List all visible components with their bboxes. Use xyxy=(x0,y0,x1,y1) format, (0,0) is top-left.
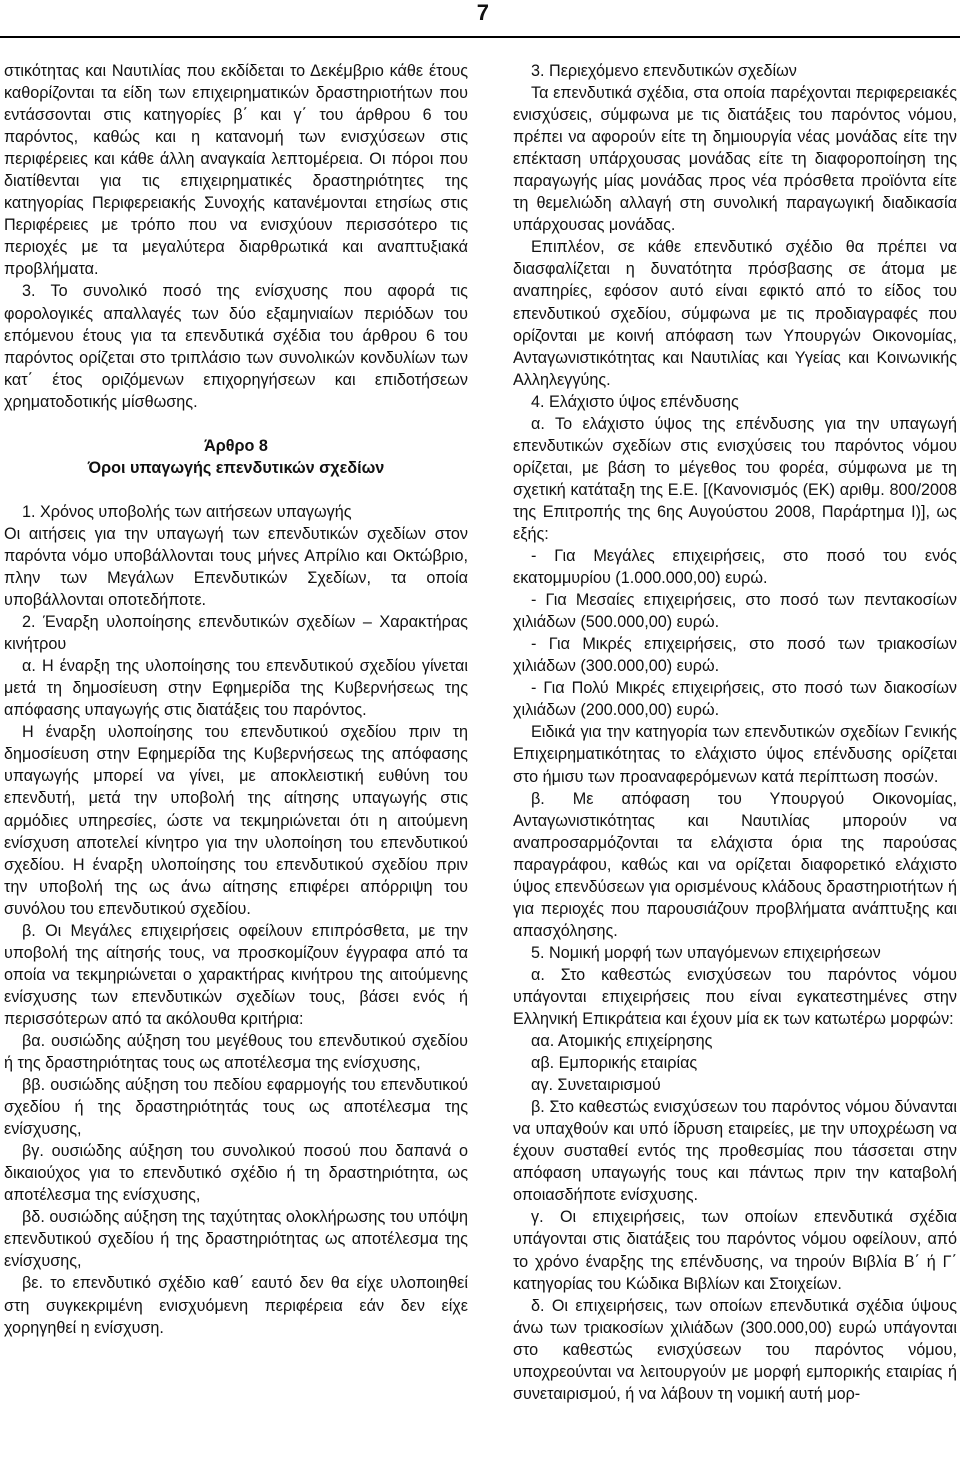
left-column xyxy=(4,60,468,1339)
paragraph: 5. Νομική μορφή των υπαγόμενων επιχειρήσεων xyxy=(531,943,881,962)
paragraph: Τα επενδυτικά σχέδια, στα οποία παρέχονται περιφερειακές ενισχύσεις, σύμφωνα με τις διατάξεις του παρόντος νόμου, πρέπει να αφορούν είτε τη δημιουργία νέας μονάδας είτε την επέκταση υπάρχουσας μονάδας είτε τη διαφοροποίηση της παραγωγής μίας μονάδας προς νέα πρόσθετα προϊόντα είτε τη θεμελιώδη αλλαγή στη συνολική παραγωγική διαδικασία υπάρχουσας μονάδας. xyxy=(513,84,957,235)
paragraph: - Για Μεγάλες επιχειρήσεις, στο ποσό του ενός εκατομμυρίου (1.000.000,00) ευρώ. xyxy=(513,547,957,588)
paragraph: α. Στο καθεστώς ενισχύσεων του παρόντος νόμου υπάγονται επιχειρήσεις που είναι εγκατεστημένες στην Ελληνική Επικράτεια και έχουν μία εκ των κατωτέρω μορφών: xyxy=(513,965,957,1029)
article-number: Άρθρο 8 xyxy=(204,436,268,455)
paragraph: βγ. ουσιώδης αύξηση του συνολικού ποσού που δαπανά ο δικαιούχος για το επενδυτικό σχέδιο ή τη δραστηριότητα, ως αποτέλεσμα της ενίσχυσης, xyxy=(4,1142,468,1205)
paragraph: 1. Χρόνος υποβολής των αιτήσεων υπαγωγής xyxy=(22,502,352,521)
paragraph: 4. Ελάχιστο ύψος επένδυσης xyxy=(531,392,739,411)
paragraph: - Για Μικρές επιχειρήσεις, στο ποσό των τριακοσίων χιλιάδων (300.000,00) ευρώ. xyxy=(513,635,957,676)
paragraph: αα. Ατομικής επιχείρησης xyxy=(531,1032,713,1051)
header-rule xyxy=(0,36,960,38)
paragraph: Επιπλέον, σε κάθε επενδυτικό σχέδιο θα πρέπει να διασφαλίζεται η δυνατότητα πρόσβασης σε άτομα με αναπηρίες, εφόσον αυτό είναι εφικτό από το είδος του επενδυτικού σχεδίου, σύμφωνα με τις προδιαγραφές που ορίζονται με κοινή απόφαση των Υπουργών Οικονομίας, Ανταγωνιστικότητας και Ναυτιλίας και Υγείας και Κοινωνικής Αλληλεγγύης. xyxy=(513,238,957,389)
paragraph: 3. Περιεχόμενο επενδυτικών σχεδίων xyxy=(531,62,797,80)
paragraph: β. Με απόφαση του Υπουργού Οικονομίας, Ανταγωνιστικότητας και Ναυτιλίας μπορούν να αναπροσαρμόζονται τα ελάχιστα όρια της παρούσας παραγράφου, καθώς και να ορίζεται διαφορετικό ελάχιστο ύψος επενδύσεων για ορισμένους κλάδους δραστηριοτήτων ή για περιοχές που παρουσιάζουν προβλήματα ανάπτυξης και απασχόλησης. xyxy=(513,789,957,940)
paragraph: Η έναρξη υλοποίησης του επενδυτικού σχεδίου πριν τη δημοσίευση στην Εφημερίδα της Κυβερνήσεως της απόφασης υπαγωγής μπορεί να γίνει, με αποκλειστική ευθύνη του επενδυτή, μετά την υποβολή της αίτησης υπαγωγής στις αρμόδιες υπηρεσίες, ώστε να τεκμηριώνεται ότι η αιτούμενη ενίσχυση αποτελεί κίνητρο για την υλοποίηση του επενδυτικού σχεδίου. Η έναρξη υλοποίησης του επενδυτικού σχεδίου πριν την υποβολή της ως άνω αίτησης επιφέρει απόρριψη του συνόλου του επενδυτικού σχεδίου. xyxy=(4,723,468,918)
right-column xyxy=(513,60,957,1405)
paragraph: βα. ουσιώδης αύξηση του μεγέθους του επενδυτικού σχεδίου ή της δραστηριότητας τους ως αποτέλεσμα της ενίσχυσης, xyxy=(4,1031,468,1073)
paragraph: στικότητας και Ναυτιλίας που εκδίδεται το Δεκέμβριο κάθε έτους καθορίζονται τα είδη των επιχειρηματικών δραστηριοτήτων που εντάσσονται στις κατηγορίες β΄ και γ΄ του άρθρου 6 του παρόντος, καθώς και η κατανομή των ενισχύσεων στις περιφέρειες και κάθε άλλη αναγκαία λεπτομέρεια. Οι πόροι που διατίθενται για τις επιχειρηματικές δραστηριότητες της κατηγορίας Περιφερειακής Συνοχής κατανέμονται ετησίως στις Περιφέρειες με τρόπο που να ενισχύουν περισσότερο τις περιοχές με τα μεγαλύτερα διαρθρωτικά και αναπτυξιακά προβλήματα. xyxy=(4,62,468,279)
paragraph: Ειδικά για την κατηγορία των επενδυτικών σχεδίων Γενικής Επιχειρηματικότητας το ελάχιστο ύψος επένδυσης ορίζεται στο ήμισυ των προαναφερόμενων κατά περίπτωση ποσών. xyxy=(513,723,957,786)
paragraph: 2. Έναρξη υλοποίησης επενδυτικών σχεδίων – Χαρακτήρας κινήτρου xyxy=(4,613,468,654)
article-title: Όροι υπαγωγής επενδυτικών σχεδίων xyxy=(87,458,385,477)
paragraph: - Για Πολύ Μικρές επιχειρήσεις, στο ποσό των διακοσίων χιλιάδων (200.000,00) ευρώ. xyxy=(513,679,957,720)
spacer xyxy=(4,479,468,501)
spacer xyxy=(4,413,468,435)
paragraph: ββ. ουσιώδης αύξηση του πεδίου εφαρμογής του επενδυτικού σχεδίου ή της δραστηριότητάς τους ως αποτέλεσμα της ενίσχυσης, xyxy=(4,1076,468,1139)
paragraph: - Για Μεσαίες επιχειρήσεις, στο ποσό των πεντακοσίων χιλιάδων (500.000,00) ευρώ. xyxy=(513,591,957,632)
page-number: 7 xyxy=(476,0,489,25)
paragraph: βε. το επενδυτικό σχέδιο καθ΄ εαυτό δεν θα είχε υλοποιηθεί στη συγκεκριμένη ενισχυόμενη περιφέρεια εάν δεν είχε χορηγηθεί η ενίσχυση. xyxy=(4,1274,468,1337)
paragraph: γ. Οι επιχειρήσεις, των οποίων επενδυτικά σχέδια υπάγονται στις διατάξεις του παρόντος νόμου οφείλουν, από το χρόνο έναρξης της επένδυσης, να τηρούν Βιβλία Β΄ ή Γ΄ κατηγορίας του Κώδικα Βιβλίων και Στοιχείων. xyxy=(513,1208,957,1293)
paragraph: δ. Οι επιχειρήσεις, των οποίων επενδυτικά σχέδια ύψους άνω των τριακοσίων χιλιάδων (300.000,00) ευρώ υπάγονται στο καθεστώς ενισχύσεων του παρόντος νόμου, υποχρεούνται να λειτουργούν με μορφή εμπορικής εταιρίας ή συνεταιρισμού, ή να λάβουν τη νομική αυτή μορ- xyxy=(513,1296,957,1403)
paragraph: α. Το ελάχιστο ύψος της επένδυσης για την υπαγωγή επενδυτικών σχεδίων στις ενισχύσεις του παρόντος νόμου ορίζεται, με βάση το μέγεθος του φορέα, σύμφωνα με τη σχετική κατάταξη της Ε.Ε. [(Κανονισμός (ΕΚ) αριθμ. 800/2008 της Επιτροπής της 6ης Αυγούστου 2008, Παράρτημα Ι)], ως εξής: xyxy=(513,414,957,543)
paragraph: β. Στο καθεστώς ενισχύσεων του παρόντος νόμου δύνανται να υπαχθούν και υπό ίδρυση εταιρείες, με την υποχρέωση να έχουν συσταθεί εντός της προθεσμίας που τάσσεται στην απόφαση υπαγωγής τους και πάντως πριν την καταβολή οποιασδήποτε ενίσχυσης. xyxy=(513,1098,957,1205)
paragraph: αγ. Συνεταιρισμού xyxy=(531,1076,661,1095)
paragraph: β. Οι Μεγάλες επιχειρήσεις οφείλουν επιπρόσθετα, με την υποβολή της αίτησής τους, να προσκομίζουν έγγραφα από τα οποία να τεκμηριώνεται ο χαρακτήρας κινήτρου της αιτούμενης ενίσχυσης των επενδυτικών σχεδίων τους, βάσει ενός ή περισσότερων από τα ακόλουθα κριτήρια: xyxy=(4,921,468,1028)
paragraph: αβ. Εμπορικής εταιρίας xyxy=(531,1054,698,1073)
paragraph: Οι αιτήσεις για την υπαγωγή των επενδυτικών σχεδίων στον παρόντα νόμο υποβάλλονται τους μήνες Απρίλιο και Οκτώβριο, πλην των Μεγάλων Επενδυτικών Σχεδίων, τα οποία υποβάλλονται οποτεδήποτε. xyxy=(4,524,468,610)
paragraph: α. Η έναρξη της υλοποίησης του επενδυτικού σχεδίου γίνεται μετά τη δημοσίευση στην Εφημερίδα της Κυβερνήσεως της απόφασης υπαγωγής στις διατάξεις του παρόντος. xyxy=(4,657,468,720)
paragraph: βδ. ουσιώδης αύξηση της ταχύτητας ολοκλήρωσης του υπόψη επενδυτικού σχεδίου ή της δραστηριότητας ως αποτέλεσμα της ενίσχυσης, xyxy=(4,1208,468,1271)
paragraph: 3. Το συνολικό ποσό της ενίσχυσης που αφορά τις φορολογικές απαλλαγές των δύο εξαμηνιαίων περιόδων του επόμενου έτους για τα επενδυτικά σχέδια του άρθρου 6 του παρόντος ορίζεται στο τριπλάσιο των συνολικών κονδυλίων των κατ΄ έτος οριζόμενων επιχορηγήσεων και επιδοτήσεων χρηματοδοτικής μίσθωσης. xyxy=(4,282,468,411)
